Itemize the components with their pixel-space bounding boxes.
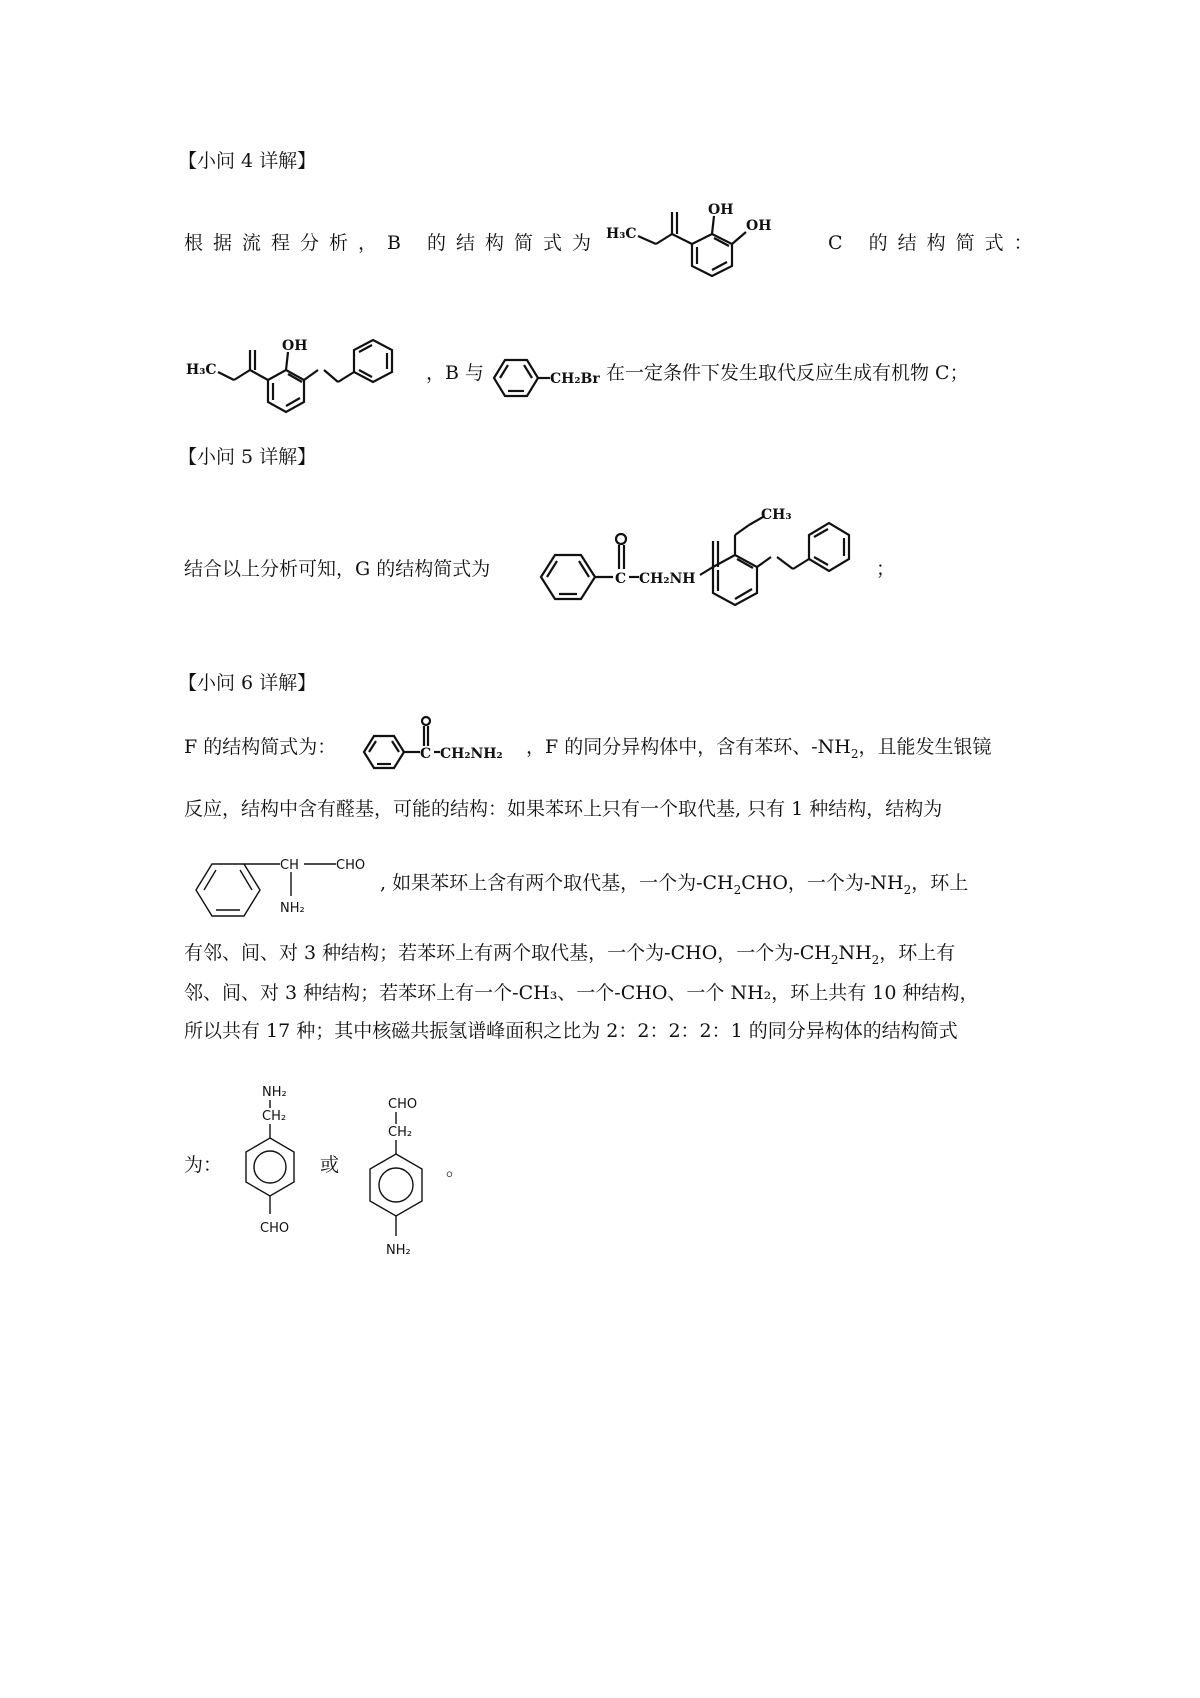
q6-p2-text: 反应，结构中含有醛基，可能的结构：如果苯环上只有一个取代基, 只有 1 种结构，结构为 — [184, 798, 943, 820]
q6-p6-text: 所以共有 17 种；其中核磁共振氢谱峰面积之比为 2：2：2：2：1 的同分异构体的结构简式 — [184, 1020, 958, 1042]
q6-p3-sub1: 2 — [733, 882, 742, 897]
oh1-label: OH — [708, 202, 734, 218]
q6-p1-text-b — [526, 734, 992, 767]
structure-c-image — [184, 330, 424, 434]
cho-label: CHO — [336, 858, 366, 873]
q6-p4-sub1: 2 — [830, 952, 839, 967]
cho-label: CHO — [260, 1221, 290, 1236]
q4-line1-text-b: C 的结构简式： — [828, 232, 1043, 254]
q6-p3-a: , 如果苯环上含有两个取代基，一个为-CH — [380, 872, 734, 894]
isomer-2-image — [236, 1084, 316, 1254]
q4-line2-text-b: 在一定条件下发生取代反应生成有机物 C； — [606, 362, 969, 384]
nh2-label: NH₂ — [386, 1243, 411, 1258]
q6-heading: 【小问 6 详解】 — [178, 672, 317, 694]
q5-line1-text-a: 结合以上分析可知，G 的结构简式为 — [184, 558, 491, 580]
q6-p3-sub2: 2 — [903, 882, 912, 897]
q4-heading: 【小问 4 详解】 — [178, 150, 317, 172]
q4-line1-text-a: 根据流程分析，B 的结构简式为 — [184, 232, 602, 254]
ch2-label: CH₂ — [388, 1125, 413, 1140]
isomer-1-image — [190, 838, 380, 930]
h3c-label: H₃C — [606, 226, 637, 242]
structure-g-image — [535, 505, 875, 625]
q6-p4-a: 有邻、间、对 3 种结构；若苯环上有两个取代基，一个为-CHO，一个为-CH — [184, 942, 831, 964]
c-label: C — [420, 746, 432, 762]
nh2-label: NH₂ — [262, 1085, 287, 1100]
oh2-label: OH — [746, 218, 772, 234]
q6-p1-sub: 2 — [850, 746, 859, 761]
ch2nh2-label: CH₂NH₂ — [440, 746, 503, 762]
q6-p4-sub2: 2 — [871, 952, 880, 967]
q5-line1-text-b: ； — [876, 558, 896, 580]
ch3-label: CH₃ — [761, 507, 792, 523]
ch2nh-label: CH₂NH — [639, 571, 696, 587]
q6-p1-b: ，F 的同分异构体中，含有苯环、-NH — [526, 736, 851, 758]
structure-f-image — [360, 712, 530, 776]
q6-p4-c: ，环上有 — [879, 942, 956, 964]
q6-p7-text-b: 或 — [320, 1154, 340, 1176]
ch2br-label: CH₂Br — [550, 371, 600, 387]
q6-p4-text — [184, 940, 955, 973]
q6-p3-b: CHO，一个为-NH — [741, 872, 904, 894]
q6-p4-b: NH — [838, 942, 872, 964]
q6-p7-text-a: 为： — [184, 1154, 223, 1176]
h3c-label: H₃C — [186, 362, 217, 378]
q6-p1-c: ，且能发生银镜 — [858, 736, 992, 758]
cho-label: CHO — [388, 1097, 418, 1112]
q6-p1-text-a: F 的结构简式为： — [184, 736, 337, 758]
q6-p3-text — [380, 870, 968, 903]
benzyl-bromide-image — [490, 352, 610, 404]
structure-b-image — [604, 198, 804, 298]
c-label: C — [615, 571, 627, 587]
q5-heading: 【小问 5 详解】 — [178, 446, 317, 468]
q6-p3-c: ，环上 — [911, 872, 969, 894]
oh-label: OH — [282, 338, 308, 354]
nh2-label: NH₂ — [280, 901, 305, 916]
ch2-label: CH₂ — [262, 1109, 287, 1124]
isomer-3-image — [360, 1096, 450, 1276]
ch-label: CH — [280, 858, 299, 873]
q6-p5-text: 邻、间、对 3 种结构；若苯环上有一个-CH₃、一个-CHO、一个 NH₂，环上共有 10 种结构， — [184, 982, 979, 1004]
q4-line2-text-a: ，B 与 — [426, 362, 485, 384]
q6-p7-text-c: 。 — [446, 1158, 466, 1180]
